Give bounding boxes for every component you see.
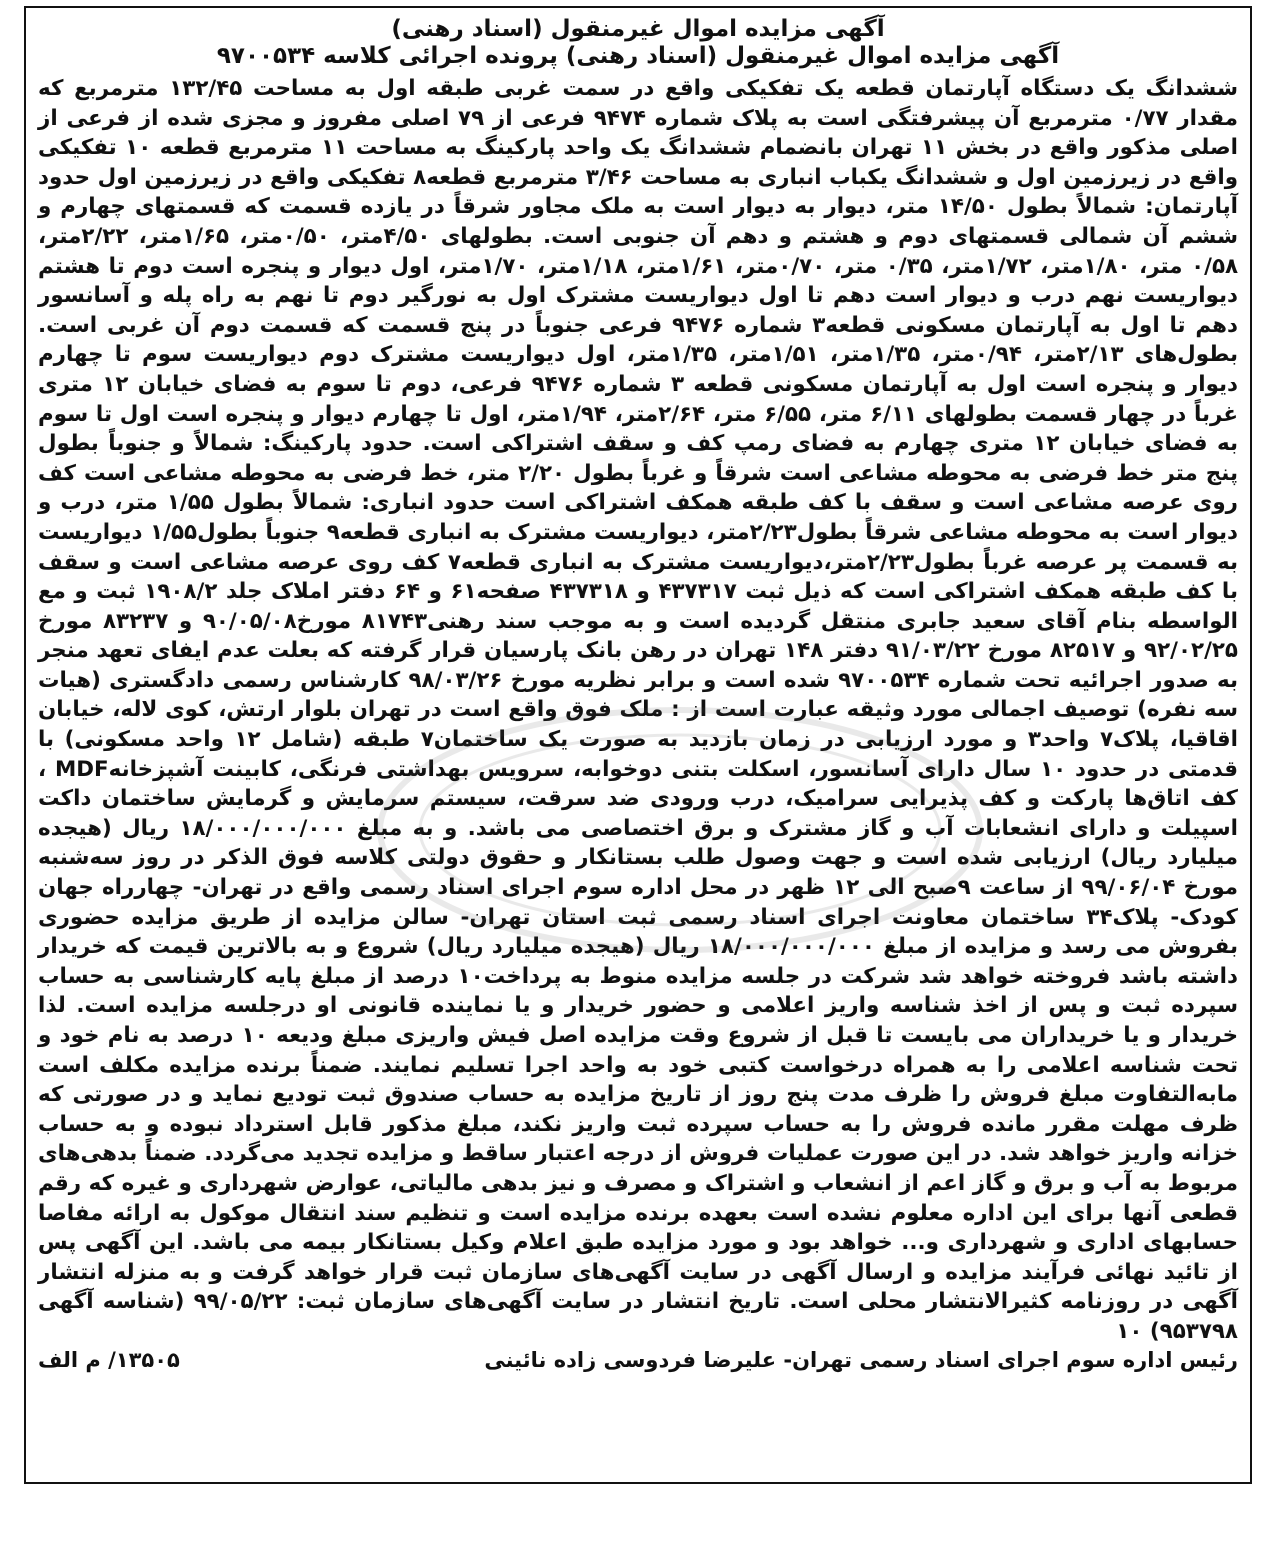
notice-title-2: آگهی مزایده اموال غیرمنقول (اسناد رهنی) پرونده اجرائی کلاسه ۹۷۰۰۵۳۴: [216, 43, 1060, 69]
signature-line: رئیس اداره سوم اجرای اسناد رسمی تهران- علیرضا فردوسی زاده نائینی: [484, 1347, 1238, 1372]
notice-footer: [38, 1347, 1238, 1373]
notice-title-1: آگهی مزایده اموال غیرمنقول (اسناد رهنی): [391, 16, 885, 42]
notice-frame: [24, 6, 1252, 1484]
notice-body: ششدانگ یک دستگاه آپارتمان قطعه یک تفکیکی واقع در سمت غربی طبقه اول به مساحت ۱۳۲/۴۵ مترمربع که مقدار ۰/۷۷ مترمربع آن پیشرفتگی است به پلاک شماره ۹۴۷۴ فرعی از ۷۹ اصلی مفروز و مجزی شده از فرعی از اصلی مذکور واقع در بخش ۱۱ تهران بانضمام ششدانگ یک واحد پارکینگ به مساحت ۱۱ مترمربع قطعه ۱۰ تفکیکی واقع در زیرزمین اول و ششدانگ یکباب انباری به مساحت ۳/۴۶ مترمربع قطعه۸ تفکیکی واقع در زیرزمین اول حدود آپارتمان: شمالاً بطول ۱۴/۵۰ متر، دیوار به دیوار است به ملک مجاور شرقاً در یازده قسمت که قسمتهای چهارم و ششم آن شمالی قسمتهای دوم و هشتم و دهم آن جنوبی است. بطولهای ۴/۵۰متر، ۰/۵۰متر، ۱/۶۵متر، ۲/۲۲متر، ۰/۵۸ متر، ۱/۸۰متر، ۱/۷۲متر، ۰/۳۵ متر، ۰/۷۰متر، ۱/۶۱متر، ۱/۱۸متر، ۱/۷۰متر، اول دیوار و پنجره است دوم تا هشتم دیواریست نهم درب و دیوار است دهم تا اول دیواریست مشترک اول به نورگیر دوم تا نهم به راه پله و آسانسور دهم تا اول به آپارتمان مسکونی قطعه۳ شماره ۹۴۷۶ فرعی جنوباً در پنج قسمت که قسمت دوم آن غربی است. بطول‌های ۲/۱۳متر، ۰/۹۴متر، ۱/۳۵متر، ۱/۵۱متر، ۱/۳۵متر، اول دیواریست مشترک دوم دیواریست سوم تا چهارم دیوار و پنجره است اول به آپارتمان مسکونی قطعه ۳ شماره ۹۴۷۶ فرعی، دوم تا سوم به فضای خیابان ۱۲ متری غرباً در چهار قسمت بطولهای ۶/۱۱ متر، ۶/۵۵ متر، ۲/۶۴متر، ۱/۹۴متر، اول تا چهارم دیوار و پنجره است اول تا سوم به فضای خیابان ۱۲ متری چهارم به فضای رمپ کف و سقف اشتراکی است. حدود پارکینگ: شمالاً و جنوباً بطول پنج متر خط فرضی به محوطه مشاعی است شرقاً و غرباً بطول ۲/۲۰ متر، خط فرضی به محوطه مشاعی است کف روی عرصه مشاعی است و سقف با کف طبقه همکف اشتراکی است حدود انباری: شمالاً بطول ۱/۵۵ متر، درب و دیوار است به محوطه مشاعی شرقاً بطول۲/۲۳متر، دیواریست مشترک به انباری قطعه۹ جنوباً بطول۱/۵۵ دیواریست به قسمت پر عرصه غرباً بطول۲/۲۳متر،دیواریست مشترک به انباری قطعه۷ کف روی عرصه مشاعی است و سقف با کف طبقه همکف اشتراکی است که ذیل ثبت ۴۳۷۳۱۷ و ۴۳۷۳۱۸ صفحه۶۱ و ۶۴ دفتر املاک جلد ۱۹۰۸/۲ ثبت و مع الواسطه بنام آقای سعید جابری منتقل گردیده است و به موجب سند رهنی۸۱۷۴۳ مورخ۹۰/۰۵/۰۸ و ۸۳۲۳۷ مورخ ۹۲/۰۲/۲۵ و ۸۲۵۱۷ مورخ ۹۱/۰۳/۲۲ دفتر ۱۴۸ تهران در رهن بانک پارسیان قرار گرفته که بعلت عدم ایفای تعهد منجر به صدور اجرائیه تحت شماره ۹۷۰۰۵۳۴ شده است و برابر نظریه مورخ ۹۸/۰۳/۲۶ کارشناس رسمی دادگستری (هیات سه نفره) توصیف اجمالی مورد وثیقه عبارت است از : ملک فوق واقع است در تهران بلوار ارتش، کوی لاله، خیابان اقاقیا، پلاک۷ واحد۳ و مورد ارزیابی در زمان بازدید به صورت یک ساختمان۷ طبقه (شامل ۱۲ واحد مسکونی) با قدمتی در حدود ۱۰ سال دارای آسانسور، اسکلت بتنی دوخوابه، سرویس بهداشتی فرنگی، کابینت آشپزخانهMDF ، کف اتاق‌ها پارکت و کف پذیرایی سرامیک، درب ورودی ضد سرقت، سیستم سرمایش و گرمایش ساختمان داکت اسپیلت و دارای انشعابات آب و گاز مشترک و برق اختصاصی می باشد. و به مبلغ ۱۸/۰۰۰/۰۰۰/۰۰۰ ریال (هیجده میلیارد ریال) ارزیابی شده است و جهت وصول طلب بستانکار و حقوق دولتی کلاسه فوق الذکر در روز سه‌شنبه مورخ ۹۹/۰۶/۰۴ از ساعت ۹صبح الی ۱۲ ظهر در محل اداره سوم اجرای اسناد رسمی واقع در تهران- چهارراه جهان کودک- پلاک۳۴ ساختمان معاونت اجرای اسناد رسمی ثبت استان تهران- سالن مزایده از طریق مزایده حضوری بفروش می رسد و مزایده از مبلغ ۱۸/۰۰۰/۰۰۰/۰۰۰ ریال (هیجده میلیارد ریال) شروع و به بالاترین قیمت که خریدار داشته باشد فروخته خواهد شد شرکت در جلسه مزایده منوط به پرداخت۱۰ درصد از مبلغ پایه کارشناسی به حساب سپرده ثبت و پس از اخذ شناسه واریز اعلامی و حضور خریدار و یا نماینده قانونی او درجلسه مزایده است. لذا خریدار و یا خریداران می بایست تا قبل از شروع وقت مزایده اصل فیش واریزی مبلغ ودیعه ۱۰ درصد به نام خود و تحت شناسه اعلامی را به همراه درخواست کتبی خود به واحد اجرا تسلیم نمایند. ضمناً برنده مزایده مکلف است مابه‌التفاوت مبلغ فروش را ظرف مدت پنج روز از تاریخ مزایده به حساب صندوق ثبت تودیع نماید و در صورتی که ظرف مهلت مقرر مانده فروش را به حساب سپرده ثبت واریز نکند، مبلغ مذکور قابل استرداد نبوده و به حساب خزانه واریز خواهد شد. در این صورت عملیات فروش از درجه اعتبار ساقط و مزایده تجدید می‌گردد. ضمناً بدهی‌های مربوط به آب و برق و گاز اعم از انشعاب و اشتراک و مصرف و نیز بدهی مالیاتی، عوارض شهرداری و غیره که رقم قطعی آنها برای این اداره معلوم نشده است بعهده برنده مزایده است و تنظیم سند انتقال موکول به ارائه مفاصا حسابهای اداری و شهرداری و... خواهد بود و مورد مزایده طبق اعلام وکیل بستانکار بیمه می باشد. این آگهی پس از تائید نهائی فرآیند مزایده و ارسال آگهی در سایت آگهی‌های سازمان ثبت قرار خواهد گرفت و به منزله انتشار آگهی در روزنامه کثیرالانتشار محلی است. تاریخ انتشار در سایت آگهی‌های سازمان ثبت: ۹۹/۰۵/۲۲ (شناسه آگهی ۹۵۳۷۹۸) ۱۰: [38, 76, 1239, 1344]
notice-code: ۱۳۵۰۵/ م الف: [38, 1347, 180, 1372]
